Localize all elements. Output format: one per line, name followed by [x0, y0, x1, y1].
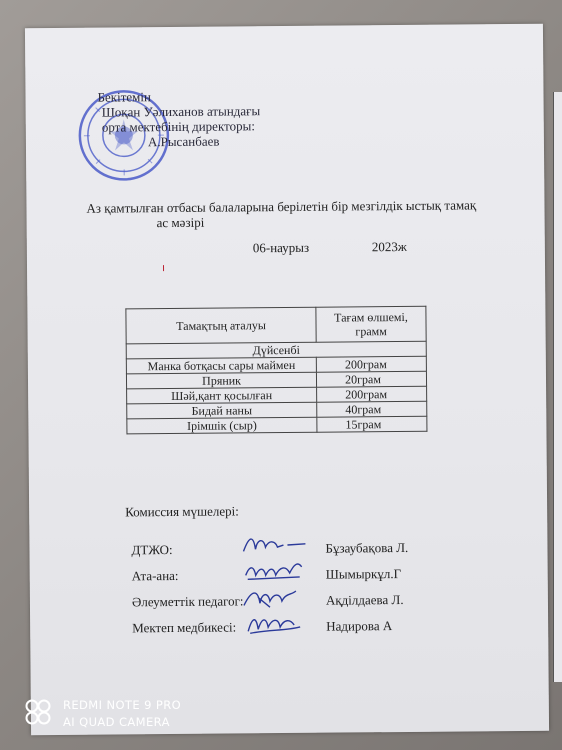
header-amount — [316, 306, 426, 342]
day-label: Дүйсенбі — [126, 341, 426, 359]
dish-amount: 40грам — [317, 401, 427, 417]
dish-name: Манка ботқасы сары маймен — [126, 357, 316, 374]
member-role: Ата-ана: — [131, 567, 179, 584]
dish-amount: 15грам — [317, 416, 427, 432]
adjacent-sheet — [553, 92, 562, 682]
dish-name: Шәй,қант қосылған — [127, 387, 317, 404]
header-amount-line-2: грамм — [355, 324, 387, 339]
table-row — [127, 416, 427, 434]
member-name: Надирова А — [326, 618, 393, 634]
document-title — [86, 197, 496, 231]
approval-line-4: А.Рысанбаев — [147, 133, 220, 150]
date-year: 2023ж — [371, 238, 407, 255]
header-name: Тамақтың аталуы — [126, 307, 316, 344]
signature-icon — [240, 609, 310, 640]
member-name: Ақділдаева Л. — [325, 591, 404, 608]
dish-amount: 20грам — [317, 371, 427, 387]
camera-watermark — [63, 697, 181, 731]
member-name: Бұзаубақова Л. — [325, 539, 409, 556]
header-amount-line-1: Тағам өлшемі, — [334, 309, 408, 325]
commission-label: Комиссия мүшелері: — [125, 503, 239, 520]
dish-amount: 200грам — [316, 356, 426, 372]
title-line-2: ас мәзірі — [156, 214, 205, 231]
pen-mark — [163, 265, 164, 271]
member-role: Мектеп медбикесі: — [132, 619, 237, 636]
menu-table — [125, 306, 427, 435]
dish-name: Ірімшік (сыр) — [127, 417, 317, 434]
member-role: Әлеуметтік педагог: — [131, 593, 244, 610]
approval-line-2: Шоқан Уәлиханов атындағы — [101, 103, 261, 120]
camera-feature: AI QUAD CAMERA — [63, 715, 170, 729]
title-line-1: Аз қамтылған отбасы балаларына берілетін бір мезгілдік ыстық тамақ — [86, 197, 477, 216]
table-header-row — [126, 306, 426, 344]
dish-name: Бидай наны — [127, 402, 317, 419]
member-role: ДТЖО: — [131, 542, 173, 558]
commission-members — [131, 540, 432, 647]
member-row — [132, 618, 432, 647]
approval-line-3: орта мектебінің директоры: — [101, 118, 255, 135]
camera-lens-icon — [23, 697, 53, 727]
dish-amount: 200грам — [317, 386, 427, 402]
dish-name: Пряник — [126, 372, 316, 389]
date-day: 06-наурыз — [252, 239, 310, 256]
camera-model: REDMI NOTE 9 PRO — [63, 698, 182, 712]
approval-line-1: Бекітемін — [97, 89, 152, 105]
document-sheet — [25, 24, 549, 735]
approval-block — [97, 88, 260, 149]
member-name: Шымыркұл.Г — [325, 566, 402, 582]
